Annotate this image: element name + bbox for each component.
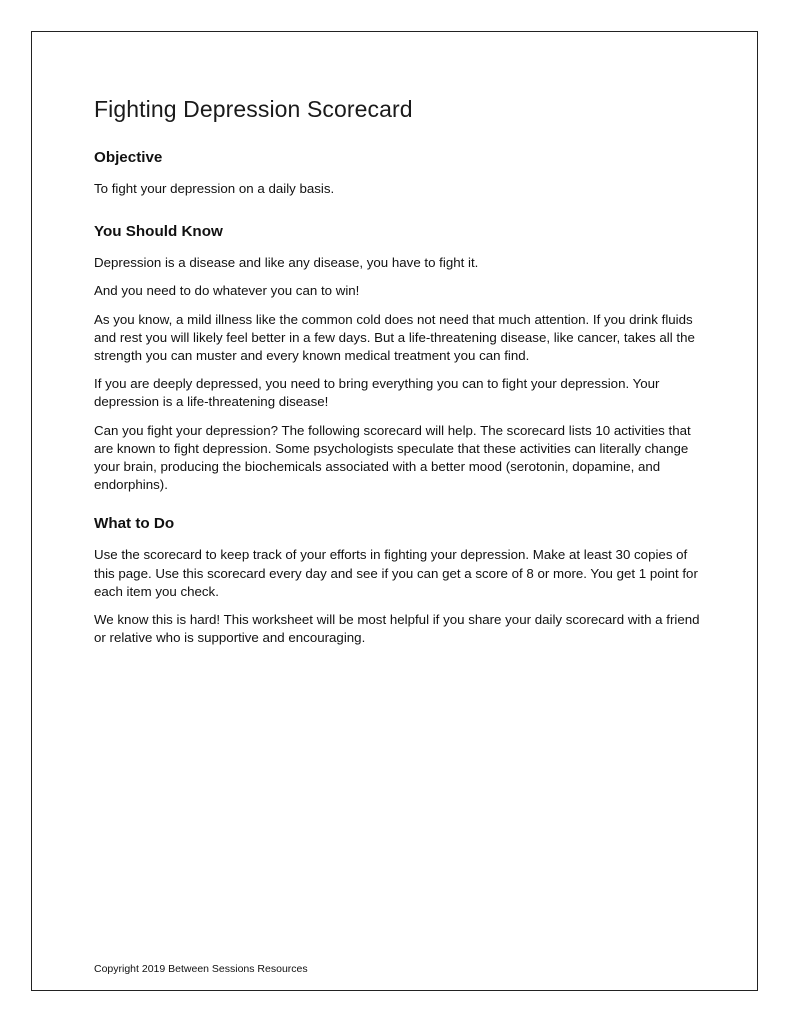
paragraph: Can you fight your depression? The following scorecard will help. The scorecard lists 10 activities that are known to fight depression. Some psychologists speculate that these activities can literally change your brain, producing the biochemicals associated with a better mood (serotonin, dopamine, and endorphins).	[94, 422, 691, 493]
page-title: Fighting Depression Scorecard	[94, 96, 413, 122]
paragraph: Depression is a disease and like any disease, you have to fight it.	[94, 255, 479, 271]
paragraph: As you know, a mild illness like the common cold does not need that much attention. If you drink fluids and rest you will likely feel better in a few days. But a life-threatening disease, like cancer, takes all the strength you can muster and every known medical treatment you can find.	[94, 311, 695, 364]
section-heading-objective: Objective	[94, 149, 163, 166]
section-heading-you-should-know: You Should Know	[94, 223, 223, 241]
paragraph: To fight your depression on a daily basis.	[94, 181, 335, 196]
section-what-to-do	[94, 514, 706, 647]
section-heading-what-to-do: What to Do	[94, 515, 175, 533]
document-body	[94, 92, 706, 667]
copyright-footer: Copyright 2019 Between Sessions Resources	[94, 963, 308, 975]
paragraph: And you need to do whatever you can to win!	[94, 283, 360, 299]
section-you-should-know	[94, 222, 706, 494]
paragraph: We know this is hard! This worksheet will be most helpful if you share your daily scorecard with a friend or relative who is supportive and encouraging.	[94, 612, 700, 646]
section-objective	[94, 148, 706, 198]
paragraph: Use the scorecard to keep track of your efforts in fighting your depression. Make at least 30 copies of this page. Use this scorecard every day and see if you can get a score of 8 or more. You get 1 point for each item you check.	[94, 547, 698, 599]
paragraph: If you are deeply depressed, you need to bring everything you can to fight your depression. Your depression is a life-threatening disease!	[94, 376, 660, 410]
